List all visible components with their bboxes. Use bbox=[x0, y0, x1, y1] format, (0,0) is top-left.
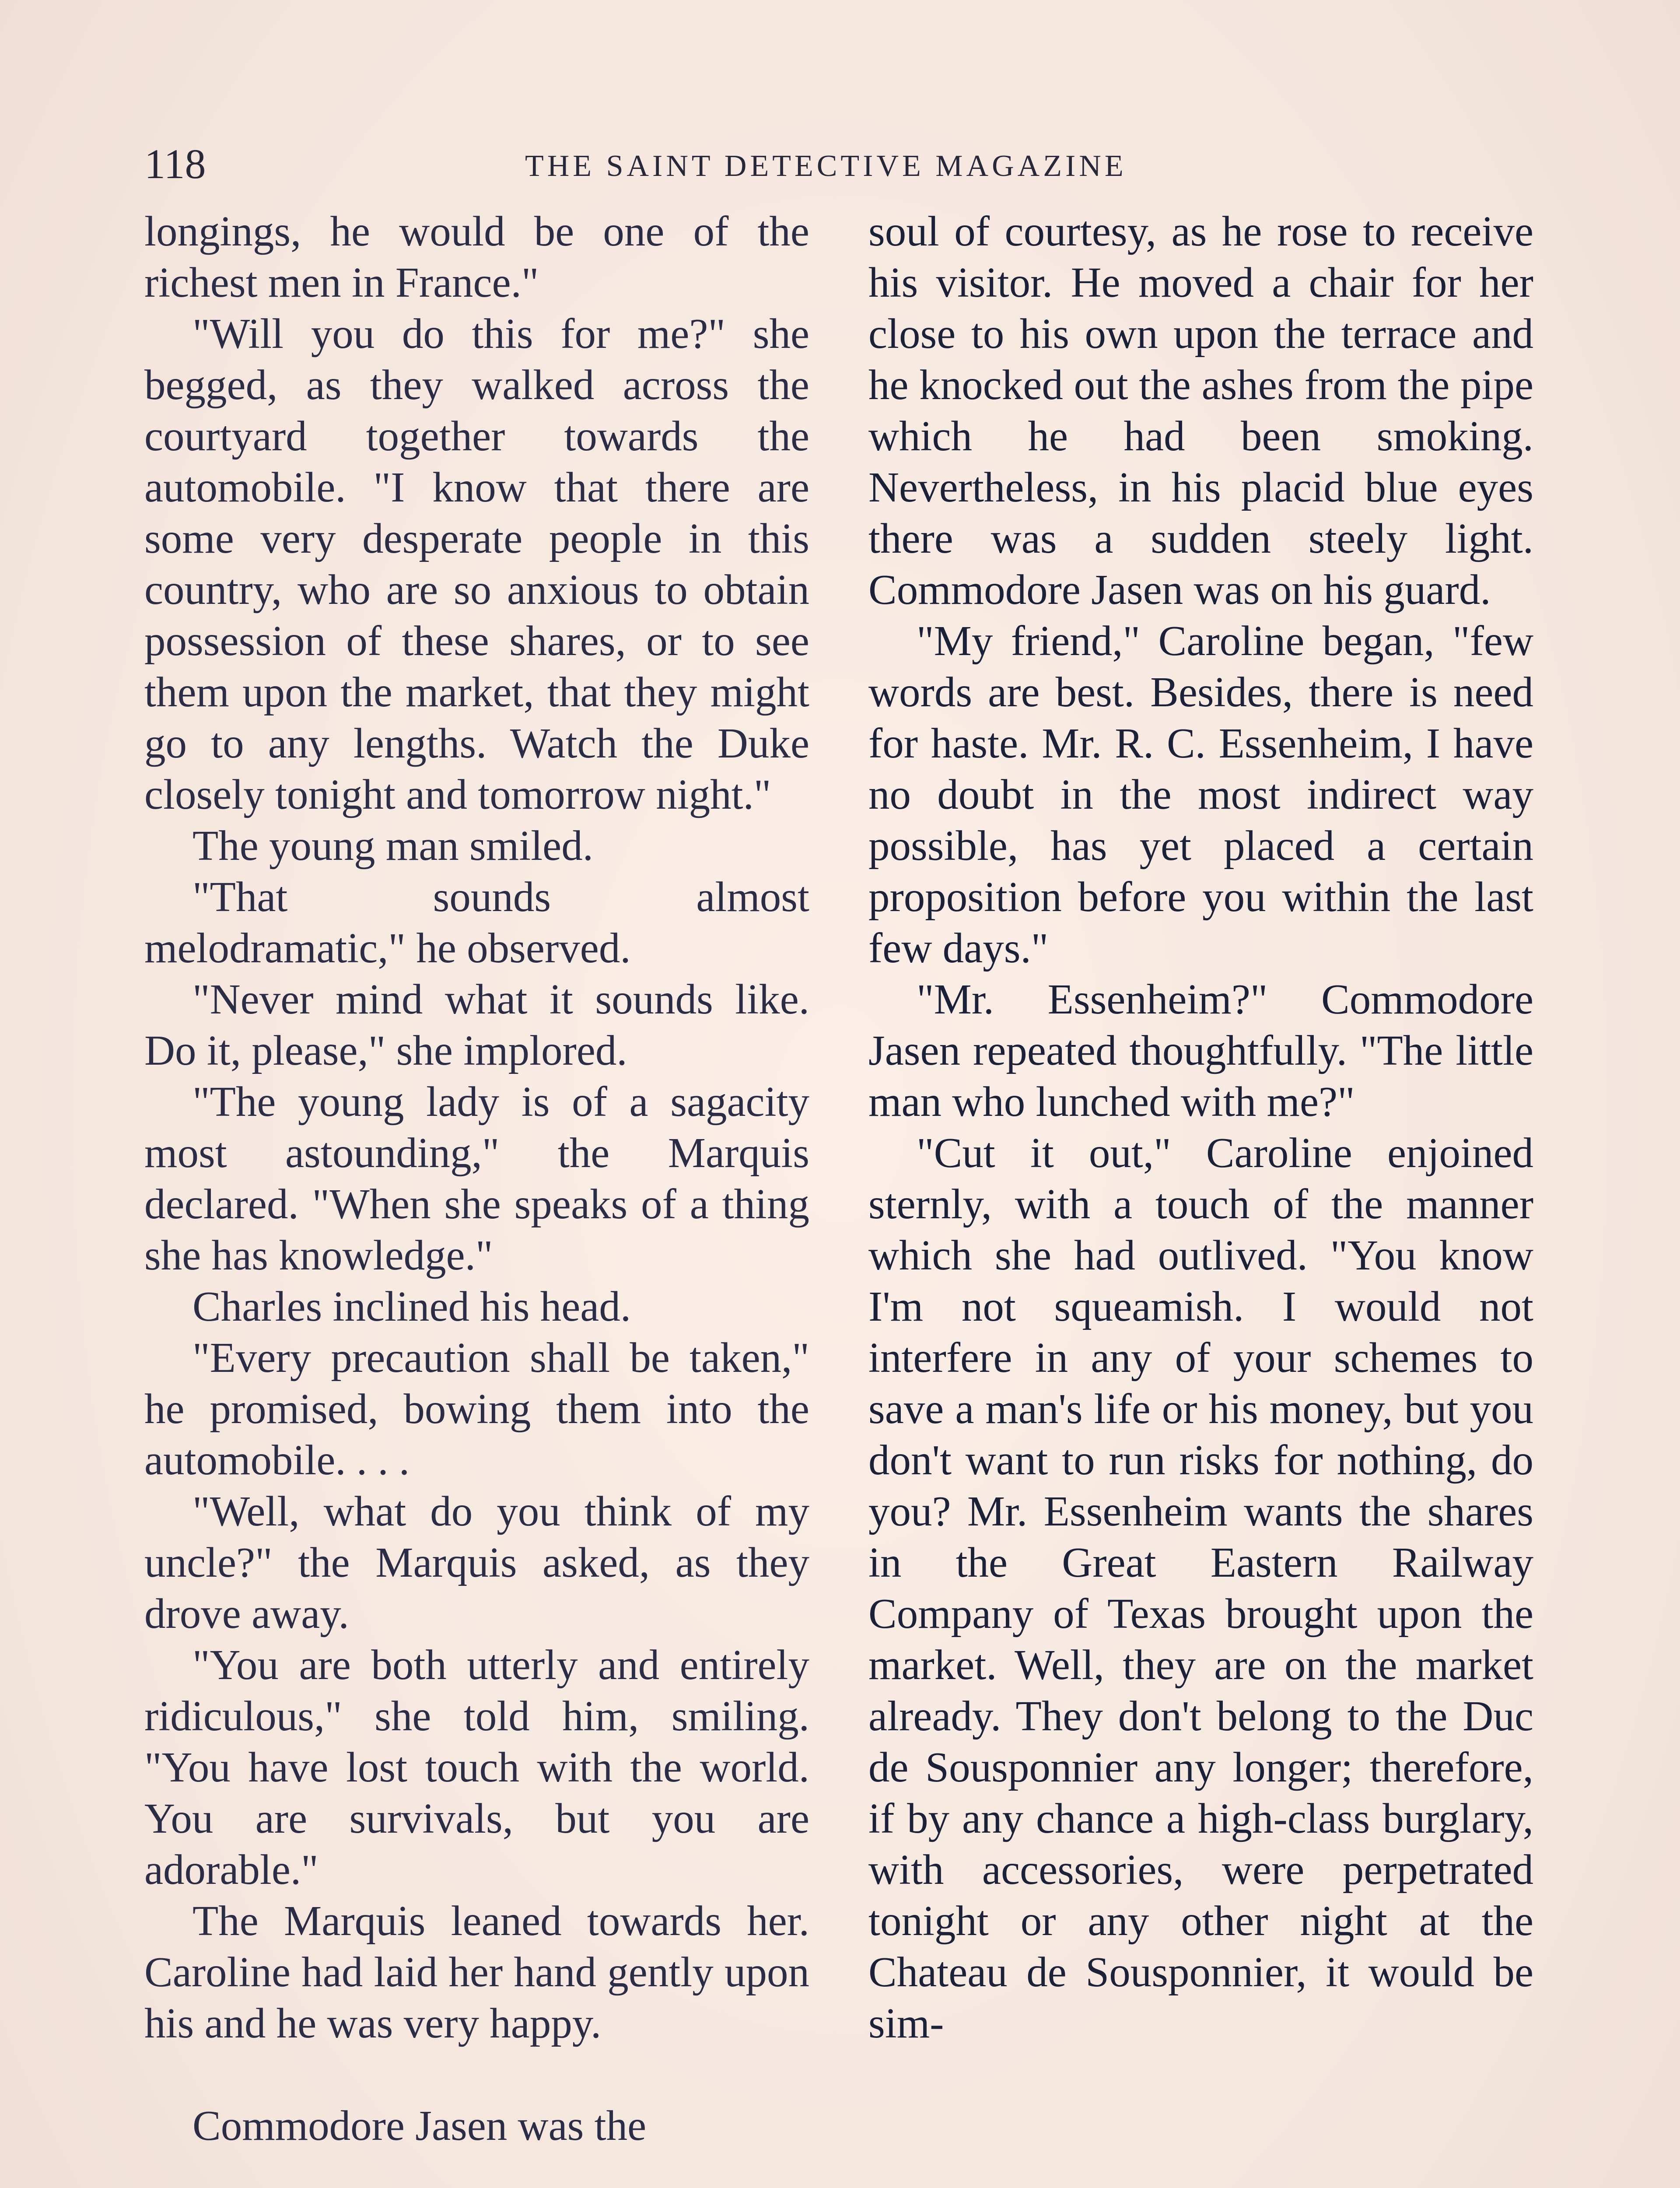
paragraph: "Mr. Essenheim?" Commodore Jasen repeated thoughtfully. "The little man who lunched with me?" bbox=[868, 976, 1533, 1125]
paragraph: "That sounds almost melodramatic," he observed. bbox=[144, 873, 809, 971]
left-column bbox=[144, 206, 809, 2151]
paragraph: "You are both utterly and entirely ridiculous," she told him, smiling. "You have lost touch with the world. You are survivals, but you are adorable." bbox=[144, 1641, 809, 1893]
paragraph: "The young lady is of a sagacity most astounding," the Marquis declared. "When she speaks of a thing she has knowledge." bbox=[144, 1078, 809, 1279]
right-column bbox=[868, 206, 1533, 2049]
paragraph: longings, he would be one of the richest men in France." bbox=[144, 208, 809, 306]
paragraph: soul of courtesy, as he rose to receive his visitor. He moved a chair for her close to his own upon the terrace and he knocked out the ashes from the pipe which he had been smoking. Nevertheless, in his placid blue eyes there was a sudden steely light. Commodore Jasen was on his guard. bbox=[868, 208, 1533, 613]
paragraph: "My friend," Caroline began, "few words are best. Besides, there is need for haste. Mr. R. C. Essenheim, I have no doubt in the most indirect way possible, has yet placed a certain proposition before you within the last few days." bbox=[868, 617, 1533, 971]
paragraph: "Cut it out," Caroline enjoined sternly, with a touch of the manner which she had outlived. "You know I'm not squeamish. I would not interfere in any of your schemes to save a man's life or his money, but you don't want to run risks for nothing, do you? Mr. Essenheim wants the shares in the Great Eastern Railway Company of Texas brought upon the market. Well, they are on the market already. They don't belong to the Duc de Sousponnier any longer; therefore, if by any chance a high-class burglary, with accessories, were perpetrated tonight or any other night at the Chateau de Sousponnier, it would be sim- bbox=[868, 1129, 1533, 2047]
paragraph: The Marquis leaned towards her. Caroline had laid her hand gently upon his and he was very happy. bbox=[144, 1897, 809, 2047]
paragraph: "Every precaution shall be taken," he promised, bowing them into the automobile. . . . bbox=[144, 1334, 809, 1483]
paragraph: Charles inclined his head. bbox=[192, 1283, 631, 1330]
paragraph: Commodore Jasen was the bbox=[192, 2102, 647, 2149]
running-head: THE SAINT DETECTIVE MAGAZINE bbox=[525, 149, 1127, 183]
page-number: 118 bbox=[144, 140, 206, 187]
paragraph: "Well, what do you think of my uncle?" the Marquis asked, as they drove away. bbox=[144, 1488, 809, 1637]
paragraph: "Will you do this for me?" she begged, as they walked across the courtyard together towards the automobile. "I know that there are some very desperate people in this country, who are so anxious to obtain possession of these shares, or to see them upon the market, that they might go to any lengths. Watch the Duke closely tonight and tomorrow night." bbox=[144, 310, 809, 818]
paragraph: The young man smiled. bbox=[192, 822, 593, 869]
page-header bbox=[144, 140, 1536, 188]
paragraph: "Never mind what it sounds like. Do it, please," she implored. bbox=[144, 976, 809, 1074]
